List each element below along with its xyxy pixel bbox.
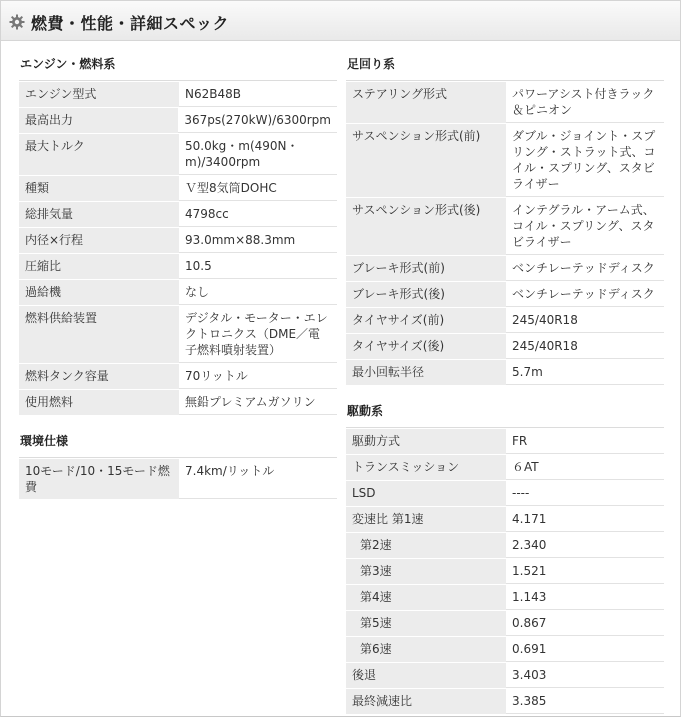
spec-value: FR bbox=[506, 429, 664, 454]
gear-icon bbox=[9, 14, 25, 30]
spec-table bbox=[19, 459, 337, 500]
spec-table bbox=[346, 82, 664, 386]
spec-row bbox=[346, 82, 664, 124]
spec-value: ベンチレーテッドディスク bbox=[506, 282, 664, 307]
spec-label: 第5速 bbox=[346, 611, 506, 636]
section-title: エンジン・燃料系 bbox=[19, 51, 337, 81]
spec-label: 第4速 bbox=[346, 585, 506, 610]
spec-value: インテグラル・アーム式、コイル・スプリング、スタビライザー bbox=[506, 198, 664, 255]
spec-row bbox=[346, 559, 664, 585]
spec-value: 367ps(270kW)/6300rpm bbox=[178, 108, 337, 133]
environment-section bbox=[19, 428, 337, 500]
spec-label: 後退 bbox=[346, 663, 506, 688]
spec-value: ６AT bbox=[506, 455, 664, 480]
spec-value: 2.340 bbox=[506, 533, 664, 558]
spec-label: エンジン型式 bbox=[19, 82, 179, 107]
spec-value: 3.385 bbox=[506, 689, 664, 714]
spec-value: 5.7m bbox=[506, 360, 664, 385]
spec-value: 3.403 bbox=[506, 663, 664, 688]
spec-row bbox=[346, 282, 664, 308]
spec-label: 第3速 bbox=[346, 559, 506, 584]
spec-row bbox=[19, 108, 337, 134]
spec-row bbox=[19, 176, 337, 202]
spec-row bbox=[19, 390, 337, 416]
spec-value: ダブル・ジョイント・スプリング・ストラット式、コイル・スプリング、スタビライザー bbox=[506, 124, 664, 197]
spec-value: 4.171 bbox=[506, 507, 664, 532]
spec-value: 0.867 bbox=[506, 611, 664, 636]
spec-row bbox=[346, 429, 664, 455]
spec-label: 第6速 bbox=[346, 637, 506, 662]
spec-label: 駆動方式 bbox=[346, 429, 506, 454]
spec-label: サスペンション形式(後) bbox=[346, 198, 506, 255]
spec-row bbox=[19, 364, 337, 390]
spec-label: 過給機 bbox=[19, 280, 179, 305]
spec-label: 10モード/10・15モード燃費 bbox=[19, 459, 179, 499]
spec-row bbox=[346, 533, 664, 559]
spec-value: 1.521 bbox=[506, 559, 664, 584]
spec-value: 1.143 bbox=[506, 585, 664, 610]
spec-row bbox=[346, 256, 664, 282]
spec-label: タイヤサイズ(後) bbox=[346, 334, 506, 359]
spec-row bbox=[346, 663, 664, 689]
section-title: 環境仕様 bbox=[19, 428, 337, 458]
spec-label: 総排気量 bbox=[19, 202, 179, 227]
spec-value: 0.691 bbox=[506, 637, 664, 662]
spec-label: 最大トルク bbox=[19, 134, 179, 175]
spec-row bbox=[346, 455, 664, 481]
spec-label: 燃料タンク容量 bbox=[19, 364, 179, 389]
spec-value: N62B48B bbox=[179, 82, 337, 107]
spec-value: ベンチレーテッドディスク bbox=[506, 256, 664, 281]
spec-table bbox=[19, 82, 337, 416]
spec-label: 燃料供給装置 bbox=[19, 306, 179, 363]
right-column bbox=[346, 51, 664, 715]
spec-value: 93.0mm×88.3mm bbox=[179, 228, 337, 253]
spec-row bbox=[19, 228, 337, 254]
spec-row bbox=[346, 334, 664, 360]
spec-row bbox=[19, 306, 337, 364]
spec-row bbox=[346, 198, 664, 256]
spec-label: 第2速 bbox=[346, 533, 506, 558]
spec-value: 4798cc bbox=[179, 202, 337, 227]
spec-label: 最小回転半径 bbox=[346, 360, 506, 385]
spec-row bbox=[19, 280, 337, 306]
spec-row bbox=[19, 254, 337, 280]
spec-row bbox=[346, 585, 664, 611]
spec-value: 70リットル bbox=[179, 364, 337, 389]
spec-row bbox=[19, 82, 337, 108]
panel-header bbox=[1, 1, 680, 41]
spec-label: 最高出力 bbox=[19, 108, 178, 133]
spec-label: サスペンション形式(前) bbox=[346, 124, 506, 197]
spec-value: なし bbox=[179, 280, 337, 305]
spec-value: パワーアシスト付きラック＆ピニオン bbox=[506, 82, 664, 123]
spec-value: 245/40R18 bbox=[506, 334, 664, 359]
spec-label: タイヤサイズ(前) bbox=[346, 308, 506, 333]
spec-label: 最終減速比 bbox=[346, 689, 506, 714]
spec-row bbox=[346, 360, 664, 386]
section-title: 足回り系 bbox=[346, 51, 664, 81]
spec-row bbox=[346, 611, 664, 637]
spec-row bbox=[346, 507, 664, 533]
spec-value: Ｖ型8気筒DOHC bbox=[179, 176, 337, 201]
spec-label: トランスミッション bbox=[346, 455, 506, 480]
spec-row bbox=[346, 637, 664, 663]
spec-table bbox=[346, 429, 664, 715]
page-title: 燃費・性能・詳細スペック bbox=[31, 14, 230, 33]
spec-value: 245/40R18 bbox=[506, 308, 664, 333]
spec-row bbox=[19, 459, 337, 500]
spec-label: 内径×行程 bbox=[19, 228, 179, 253]
spec-label: ブレーキ形式(後) bbox=[346, 282, 506, 307]
left-column bbox=[19, 51, 337, 500]
spec-row bbox=[346, 124, 664, 198]
spec-value: 7.4km/リットル bbox=[179, 459, 337, 499]
spec-row bbox=[19, 134, 337, 176]
suspension-section bbox=[346, 51, 664, 386]
spec-value: デジタル・モーター・エレクトロニクス（DME／電子燃料噴射装置） bbox=[179, 306, 337, 363]
spec-value: 50.0kg・m(490N・m)/3400rpm bbox=[179, 134, 337, 175]
spec-label: ステアリング形式 bbox=[346, 82, 506, 123]
spec-label: 圧縮比 bbox=[19, 254, 179, 279]
spec-row bbox=[346, 689, 664, 715]
spec-label: ブレーキ形式(前) bbox=[346, 256, 506, 281]
spec-label: 変速比 第1速 bbox=[346, 507, 506, 532]
spec-value: 無鉛プレミアムガソリン bbox=[179, 390, 337, 415]
spec-row bbox=[19, 202, 337, 228]
spec-label: LSD bbox=[346, 481, 506, 506]
spec-value: ---- bbox=[506, 481, 664, 506]
spec-label: 種類 bbox=[19, 176, 179, 201]
spec-value: 10.5 bbox=[179, 254, 337, 279]
spec-row bbox=[346, 308, 664, 334]
spec-label: 使用燃料 bbox=[19, 390, 179, 415]
drivetrain-section bbox=[346, 398, 664, 715]
engine-section bbox=[19, 51, 337, 416]
section-title: 駆動系 bbox=[346, 398, 664, 428]
spec-row bbox=[346, 481, 664, 507]
